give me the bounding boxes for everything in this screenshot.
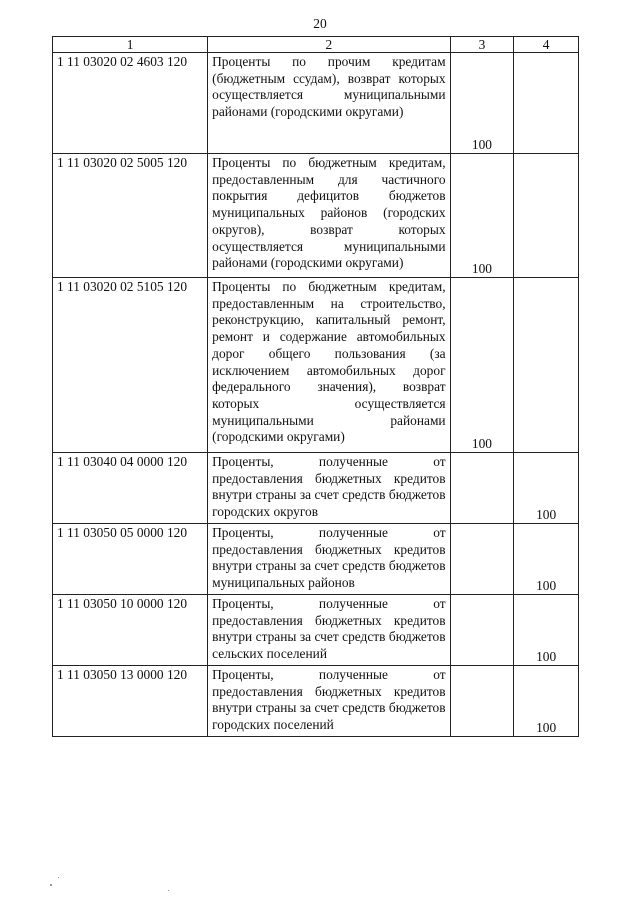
row-description: Проценты, полученные от предоставления бюджетных кредитов внутри страны за счет средств бюджетов сельских поселений (208, 595, 450, 666)
header-col-1: 1 (53, 37, 208, 53)
header-col-4: 4 (514, 37, 579, 53)
row-description: Проценты, полученные от предоставления бюджетных кредитов внутри страны за счет средств бюджетов городских округов (208, 453, 450, 524)
row-code: 1 11 03050 13 0000 120 (53, 666, 208, 737)
row-code: 1 11 03040 04 0000 120 (53, 453, 208, 524)
row-code: 1 11 03050 10 0000 120 (53, 595, 208, 666)
row-col3-value: 100 (450, 53, 514, 154)
table-row (53, 154, 579, 278)
page-number: 20 (313, 16, 327, 31)
row-col4-value: 100 (514, 666, 579, 737)
row-code: 1 11 03020 02 5005 120 (53, 154, 208, 278)
classification-table (52, 36, 579, 737)
row-col4-value (514, 53, 579, 154)
row-col3-value (450, 666, 514, 737)
row-code: 1 11 03020 02 4603 120 (53, 53, 208, 154)
header-col-3: 3 (450, 37, 514, 53)
header-col-2: 2 (208, 37, 450, 53)
row-col3-value: 100 (450, 278, 514, 453)
row-code: 1 11 03020 02 5105 120 (53, 278, 208, 453)
table-row (53, 453, 579, 524)
row-code: 1 11 03050 05 0000 120 (53, 524, 208, 595)
row-description: Проценты по прочим кредитам (бюджетным ссудам), возврат которых осуществляется муниципальными районами (городскими округами) (208, 53, 450, 154)
scan-speck (50, 884, 52, 886)
row-col4-value: 100 (514, 524, 579, 595)
scan-speck (58, 877, 59, 878)
row-description: Проценты по бюджетным кредитам, предоставленным для частичного покрытия дефицитов бюджетов муниципальных районов (городских округов), возврат которых осуществляется муниципальными районами (городскими округами) (208, 154, 450, 278)
row-description: Проценты, полученные от предоставления бюджетных кредитов внутри страны за счет средств бюджетов муниципальных районов (208, 524, 450, 595)
row-col4-value: 100 (514, 453, 579, 524)
table-row (53, 53, 579, 154)
row-col3-value (450, 595, 514, 666)
table-row (53, 278, 579, 453)
scan-speck (168, 890, 169, 891)
row-col4-value (514, 278, 579, 453)
table-row (53, 524, 579, 595)
row-col4-value (514, 154, 579, 278)
row-col3-value (450, 524, 514, 595)
row-col3-value: 100 (450, 154, 514, 278)
row-col3-value (450, 453, 514, 524)
table-header-row (53, 37, 579, 53)
row-description: Проценты, полученные от предоставления бюджетных кредитов внутри страны за счет средств бюджетов городских поселений (208, 666, 450, 737)
table-row (53, 666, 579, 737)
row-description: Проценты по бюджетным кредитам, предоставленным на строительство, реконструкцию, капитальный ремонт, ремонт и содержание автомобильных дорог общего пользования (за исключением автомобильных дорог федерального значения), возврат которых осуществляется муниципальными районами (городскими округами) (208, 278, 450, 453)
row-col4-value: 100 (514, 595, 579, 666)
table-row (53, 595, 579, 666)
